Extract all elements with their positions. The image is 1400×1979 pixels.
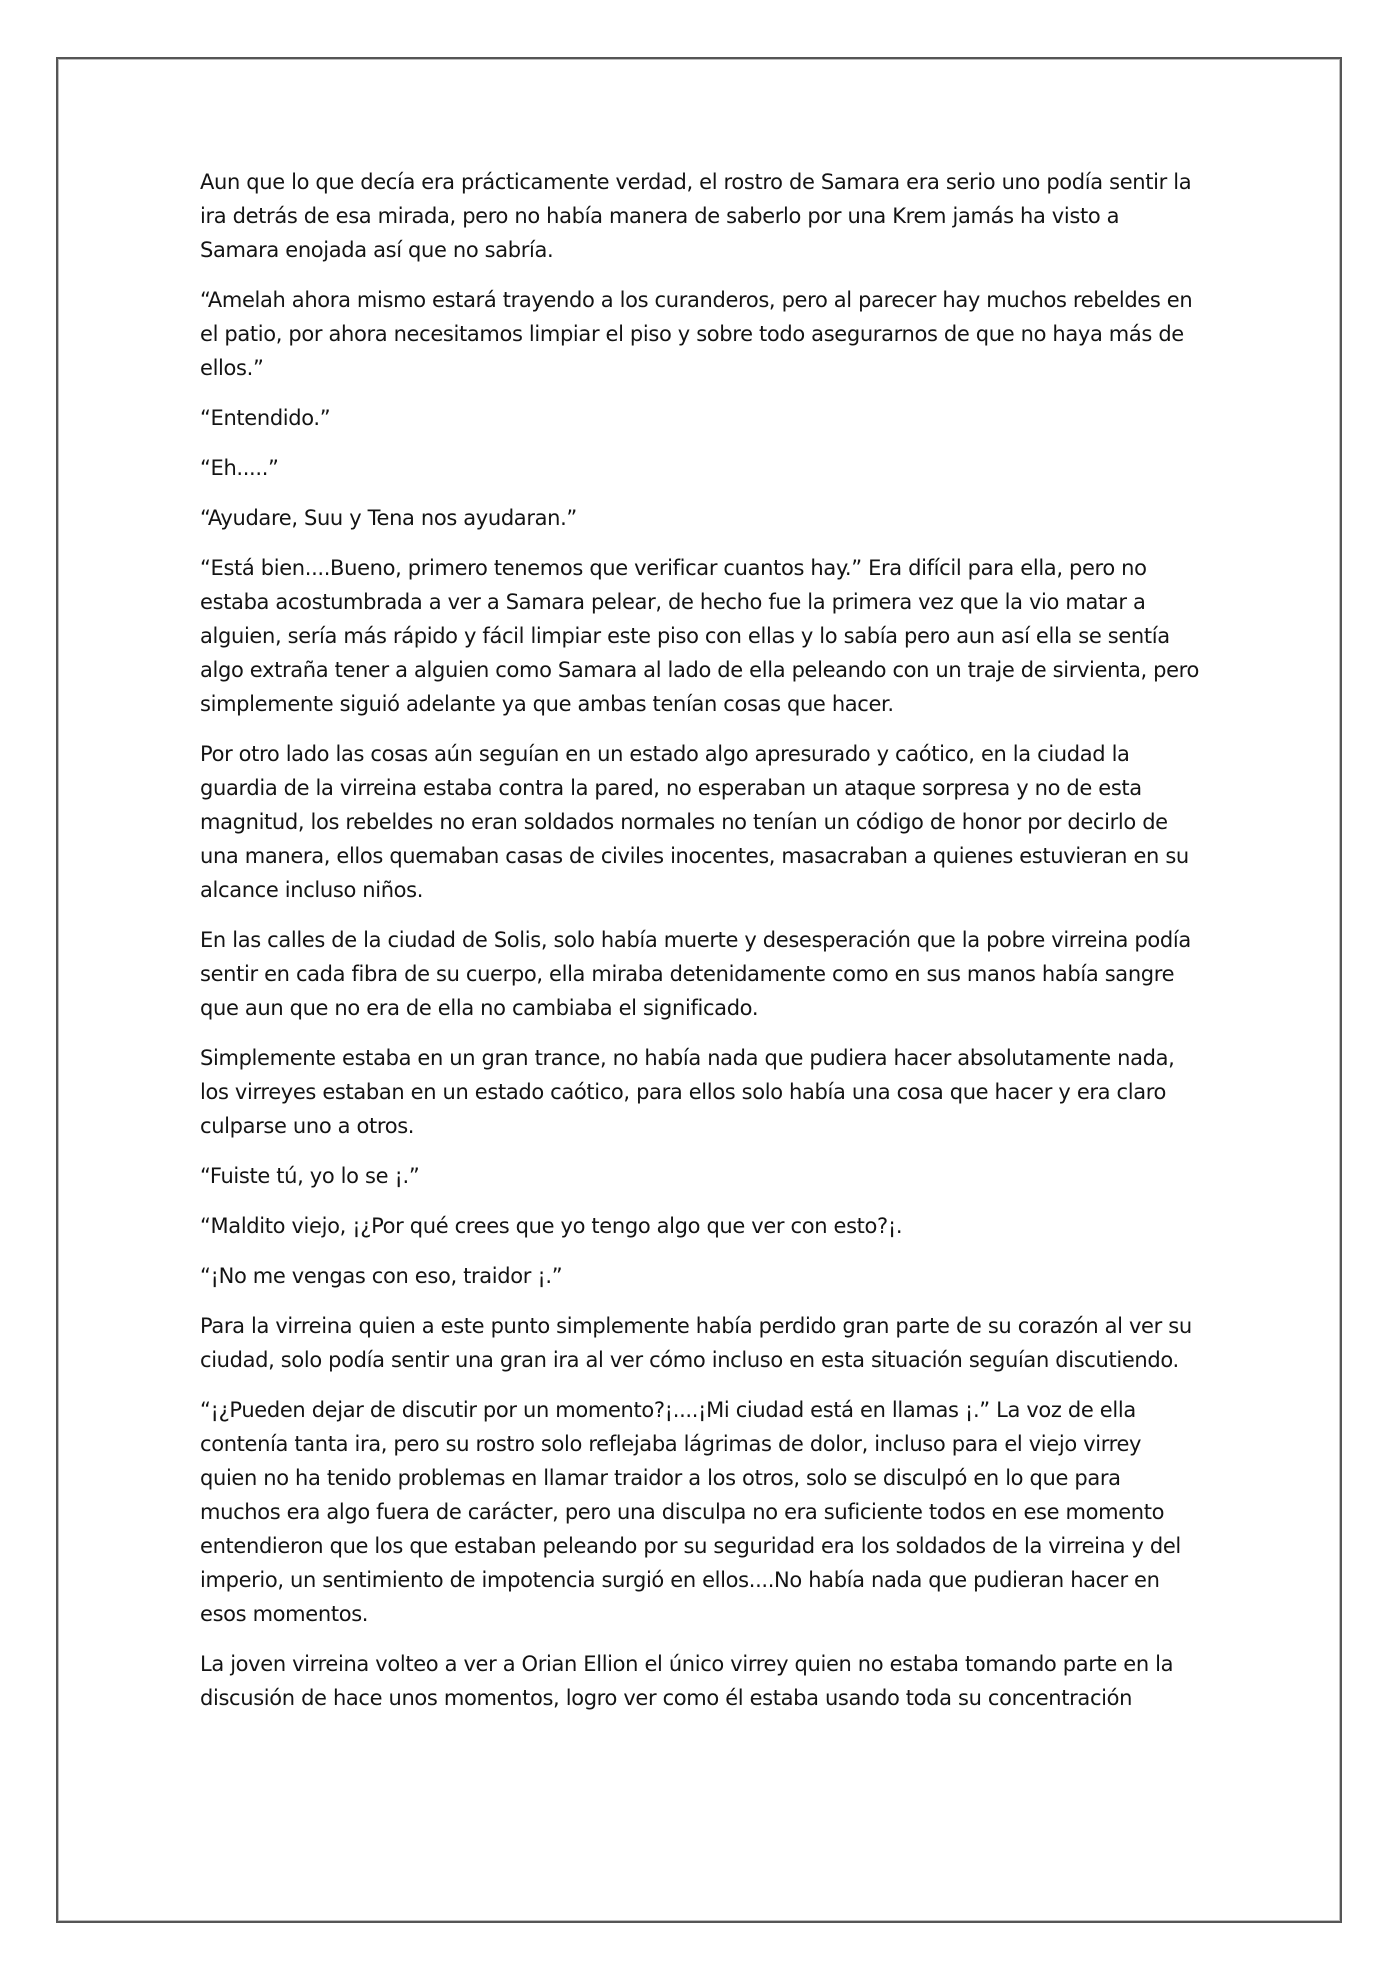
paragraph: “Fuiste tú, yo lo se ¡.” (200, 1164, 420, 1188)
paragraph: La joven virreina volteo a ver a Orian Ellion el único virrey quien no estaba tomando parte en la discusión de hace unos momentos, logro ver como él estaba usando toda su concentración (200, 1652, 1174, 1710)
paragraph: “Ayudare, Suu y Tena nos ayudaran.” (200, 506, 577, 530)
paragraph: Por otro lado las cosas aún seguían en un estado algo apresurado y caótico, en la ciudad la guardia de la virreina estaba contra la pared, no esperaban un ataque sorpresa y no de esta magnitud, los rebeldes no eran soldados normales no tenían un código de honor por decirlo de una manera, ellos quemaban casas de civiles inocentes, masacraban a quienes estuvieran en su alcance incluso niños. (200, 742, 1189, 902)
paragraph: “¡No me vengas con eso, traidor ¡.” (200, 1264, 563, 1288)
paragraph: En las calles de la ciudad de Solis, solo había muerte y desesperación que la pobre virreina podía sentir en cada fibra de su cuerpo, ella miraba detenidamente como en sus manos había sangre que aun que no era de ella no cambiaba el significado. (200, 928, 1191, 1020)
paragraph: Para la virreina quien a este punto simplemente había perdido gran parte de su corazón al ver su ciudad, solo podía sentir una gran ira al ver cómo incluso en esta situación seguían discutiendo. (200, 1314, 1192, 1372)
paragraph: Aun que lo que decía era prácticamente verdad, el rostro de Samara era serio uno podía sentir la ira detrás de esa mirada, pero no había manera de saberlo por una Krem jamás ha visto a Samara enojada así que no sabría. (200, 170, 1192, 262)
paragraph: “Entendido.” (200, 406, 331, 430)
paragraph: Simplemente estaba en un gran trance, no había nada que pudiera hacer absolutamente nada, los virreyes estaban en un estado caótico, para ellos solo había una cosa que hacer y era claro culparse uno a otros. (200, 1046, 1175, 1138)
document-body (200, 165, 1204, 1731)
paragraph: “Eh.....” (200, 456, 279, 480)
paragraph: “Amelah ahora mismo estará trayendo a los curanderos, pero al parecer hay muchos rebeldes en el patio, por ahora necesitamos limpiar el piso y sobre todo asegurarnos de que no haya más de ellos.” (200, 288, 1193, 380)
paragraph: “¡¿Pueden dejar de discutir por un momento?¡....¡Mi ciudad está en llamas ¡.” La voz de ella contenía tanta ira, pero su rostro solo reflejaba lágrimas de dolor, incluso para el viejo virrey quien no ha tenido problemas en llamar traidor a los otros, solo se disculpó en lo que para muchos era algo fuera de carácter, pero una disculpa no era suficiente todos en ese momento entendieron que los que estaban peleando por su seguridad era los soldados de la virreina y del imperio, un sentimiento de impotencia surgió en ellos....No había nada que pudieran hacer en esos momentos. (200, 1398, 1181, 1626)
paragraph: “Está bien....Bueno, primero tenemos que verificar cuantos hay.” Era difícil para ella, pero no estaba acostumbrada a ver a Samara pelear, de hecho fue la primera vez que la vio matar a alguien, sería más rápido y fácil limpiar este piso con ellas y lo sabía pero aun así ella se sentía algo extraña tener a alguien como Samara al lado de ella peleando con un traje de sirvienta, pero simplemente siguió adelante ya que ambas tenían cosas que hacer. (200, 556, 1199, 716)
paragraph: “Maldito viejo, ¡¿Por qué crees que yo tengo algo que ver con esto?¡. (200, 1214, 903, 1238)
